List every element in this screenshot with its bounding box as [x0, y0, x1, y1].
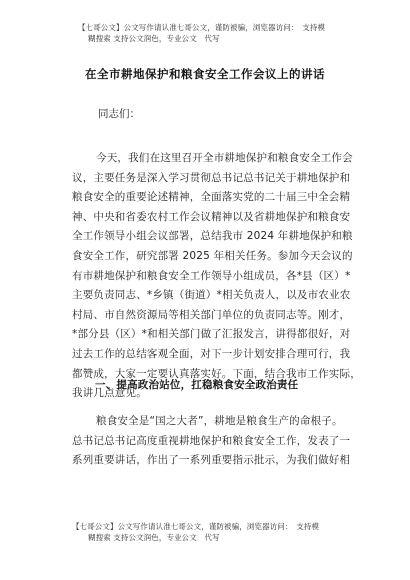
document-title: 在全市耕地保护和粮食安全工作会议上的讲话 — [85, 67, 325, 81]
footer-notice-line-1: 【七哥公文】公文写作请认准七哥公文，谨防被骗，浏览器访问： 支持模 — [72, 522, 320, 531]
footer-notice — [72, 521, 372, 543]
paragraph-1-line: 村局、市自然资源局等相关部门单位的负责同志等。刚才， — [72, 308, 351, 321]
paragraph-1-line: 有市耕地保护和粮食安全工作领导小组成员，各*县（区）* — [72, 269, 351, 282]
paragraph-1-line: 都赞成，大家一定要认真落实好。下面，结合我市工作实际， — [72, 367, 361, 380]
greeting: 同志们： — [98, 108, 140, 120]
paragraph-1-line: 我讲几点意见。 — [72, 387, 147, 400]
paragraph-1-line: 粮食安全的重要论述精神，全面落实党的二十届三中全会精 — [72, 191, 351, 204]
paragraph-1 — [72, 149, 364, 404]
paragraph-1-line: 全工作领导小组会议部署，总结我市 2024 年耕地保护和粮 — [72, 230, 353, 243]
paragraph-1-line: 神、中央和省委农村工作会议精神以及省耕地保护和粮食安 — [72, 210, 351, 223]
paragraph-2-line: 总书记总书记高度重视耕地保护和粮食安全工作，发表了一 — [72, 434, 351, 447]
paragraph-1-line: *部分县（区）*和相关部门做了汇报发言，讲得都很好，对 — [72, 328, 351, 341]
paragraph-1-line: 主要负责同志、*乡镇（街道）*相关负责人，以及市农业农 — [72, 289, 351, 302]
paragraph-1-line: 议，主要任务是深入学习贯彻总书记总书记关于耕地保护和 — [72, 171, 351, 184]
paragraph-2-line: 粮食安全是“国之大者”，耕地是粮食生产的命根子。 — [96, 415, 343, 427]
paragraph-1-line: 食安全工作，研究部署 2025 年相关任务。参加今天会议的 — [72, 249, 353, 262]
section-1-heading: 一、提高政治站位，扛稳粮食安全政治责任 — [95, 379, 299, 391]
footer-notice-line-2: 糊搜索 支持公文润色，专业公文 代写 — [88, 533, 220, 542]
header-notice — [78, 22, 368, 44]
paragraph-2 — [72, 412, 364, 471]
paragraph-2-line: 系列重要讲话，作出了一系列重要指示批示，为我们做好相 — [72, 454, 351, 467]
paragraph-1-line: 今天，我们在这里召开全市耕地保护和粮食安全工作会 — [96, 152, 353, 164]
paragraph-1-line: 过去工作的总结客观全面，对下一步计划安排合理可行，我 — [72, 347, 351, 360]
header-notice-line-1: 【七哥公文】公文写作请认准七哥公文，谨防被骗，浏览器访问： 支持模 — [78, 23, 326, 32]
header-notice-line-2: 糊搜索 支持公文润色，专业公文 代写 — [88, 34, 220, 43]
